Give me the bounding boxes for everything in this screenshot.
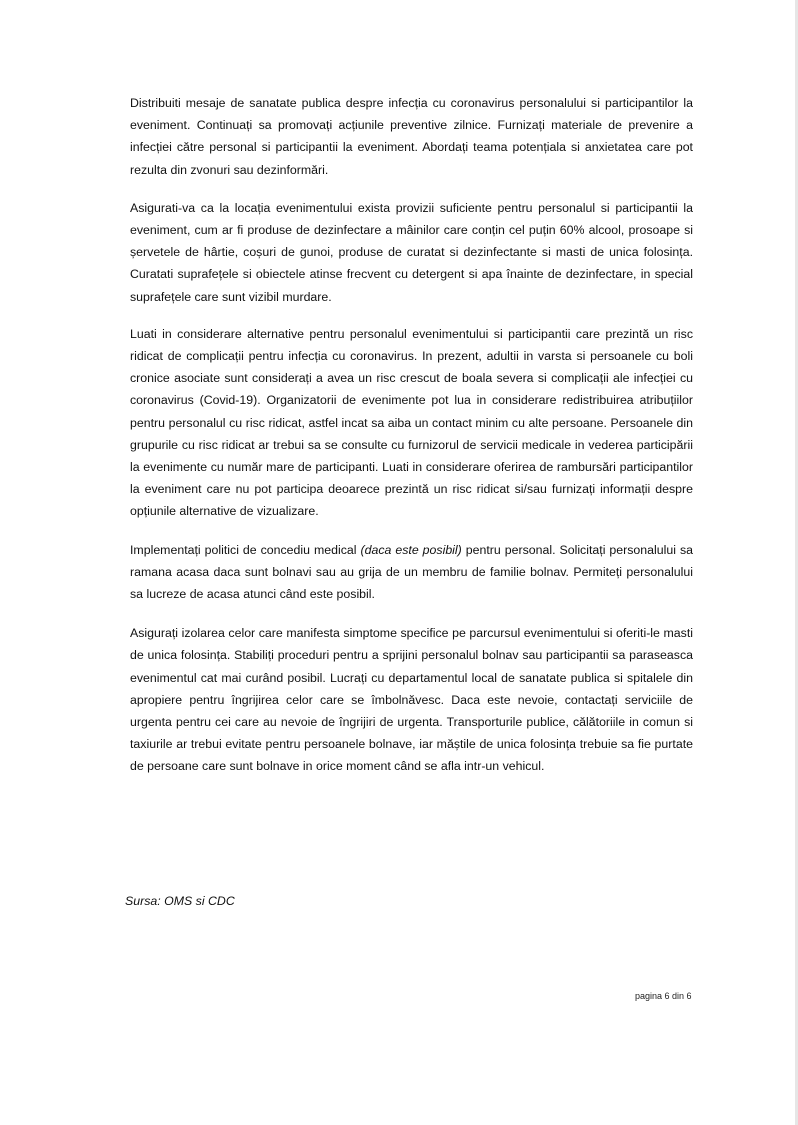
paragraph-isolation: Asigurați izolarea celor care manifesta simptome specifice pe parcursul evenimentului si oferiti-le masti de unica folosința. Stabiliți proceduri pentru a sprijini personalul bolnav sau participantii sa paraseasca evenimentul cat mai curând posibil. Lucrați cu departamentul local de sanatate publica si spitalele din apropiere pentru îngrijirea celor care se îmbolnăvesc. Daca este nevoie, contactați serviciile de urgenta pentru cei care au nevoie de îngrijiri de urgenta. Transporturile publice, călătoriile in comun si taxiurile ar trebui evitate pentru persoanele bolnave, iar măștile de unica folosința trebuie sa fie purtate de persoane care sunt bolnave in orice moment când se afla intr-un vehicul. — [130, 626, 693, 774]
paragraph-high-risk-alternatives: Luati in considerare alternative pentru personalul evenimentului si participantii care prezintă un risc ridicat de complicații pentru infecția cu coronavirus. In prezent, adultii in varsta si persoanele cu boli cronice asociate sunt considerați a avea un risc crescut de boala severa si complicații ale infecției cu coronavirus (Covid-19). Organizatorii de evenimente pot lua in considerare redistribuirea atribuțiilor pentru personalul cu risc ridicat, astfel incat sa aiba un contact minim cu alte persoane. Persoanele din grupurile cu risc ridicat ar trebui sa se consulte cu furnizorul de servicii medicale in vederea participării la evenimente cu număr mare de participanti. Luati in considerare oferirea de rambursări participantilor la eveniment care nu pot participa deoarece prezintă un risc ridicat si/sau furnizați informații despre opțiunile alternative de vizualizare. — [130, 326, 693, 519]
sick-leave-italic-note: (daca este posibil) — [360, 542, 462, 557]
page-number: pagina 6 din 6 — [635, 991, 692, 1001]
document-body — [130, 92, 693, 795]
paragraph-supplies: Asigurati-va ca la locația evenimentului exista provizii suficiente pentru personalul si participantii la eveniment, cum ar fi produse de dezinfectare a mâinilor care conțin cel puțin 60% alcool, prosoape si șervetele de hârtie, coșuri de gunoi, produse de curatat si dezinfectante si masti de unica folosința. Curatati suprafețele si obiectele atinse frecvent cu detergent si apa înainte de dezinfectare, in special suprafețele care sunt vizibil murdare. — [130, 200, 693, 304]
source-note: Sursa: OMS si CDC — [125, 894, 235, 908]
paragraph-public-health-messages: Distribuiti mesaje de sanatate publica despre infecția cu coronavirus personalului si participantilor la eveniment. Continuați sa promovați acțiunile preventive zilnice. Furnizați materiale de prevenire a infecției către personal si participantii la eveniment. Abordați teama potențiala si anxietatea care pot rezulta din zvonuri sau dezinformări. — [130, 96, 693, 177]
paragraph-sick-leave-policy — [130, 539, 693, 606]
sick-leave-text-after: pentru personal. Solicitați personalului sa ramana acasa daca sunt bolnavi sau au grija de un membru de familie bolnav. Permiteți personalului sa lucreze de acasa atunci când este posibil. — [130, 542, 693, 602]
sick-leave-text-before: Implementați politici de concediu medical — [130, 542, 361, 557]
